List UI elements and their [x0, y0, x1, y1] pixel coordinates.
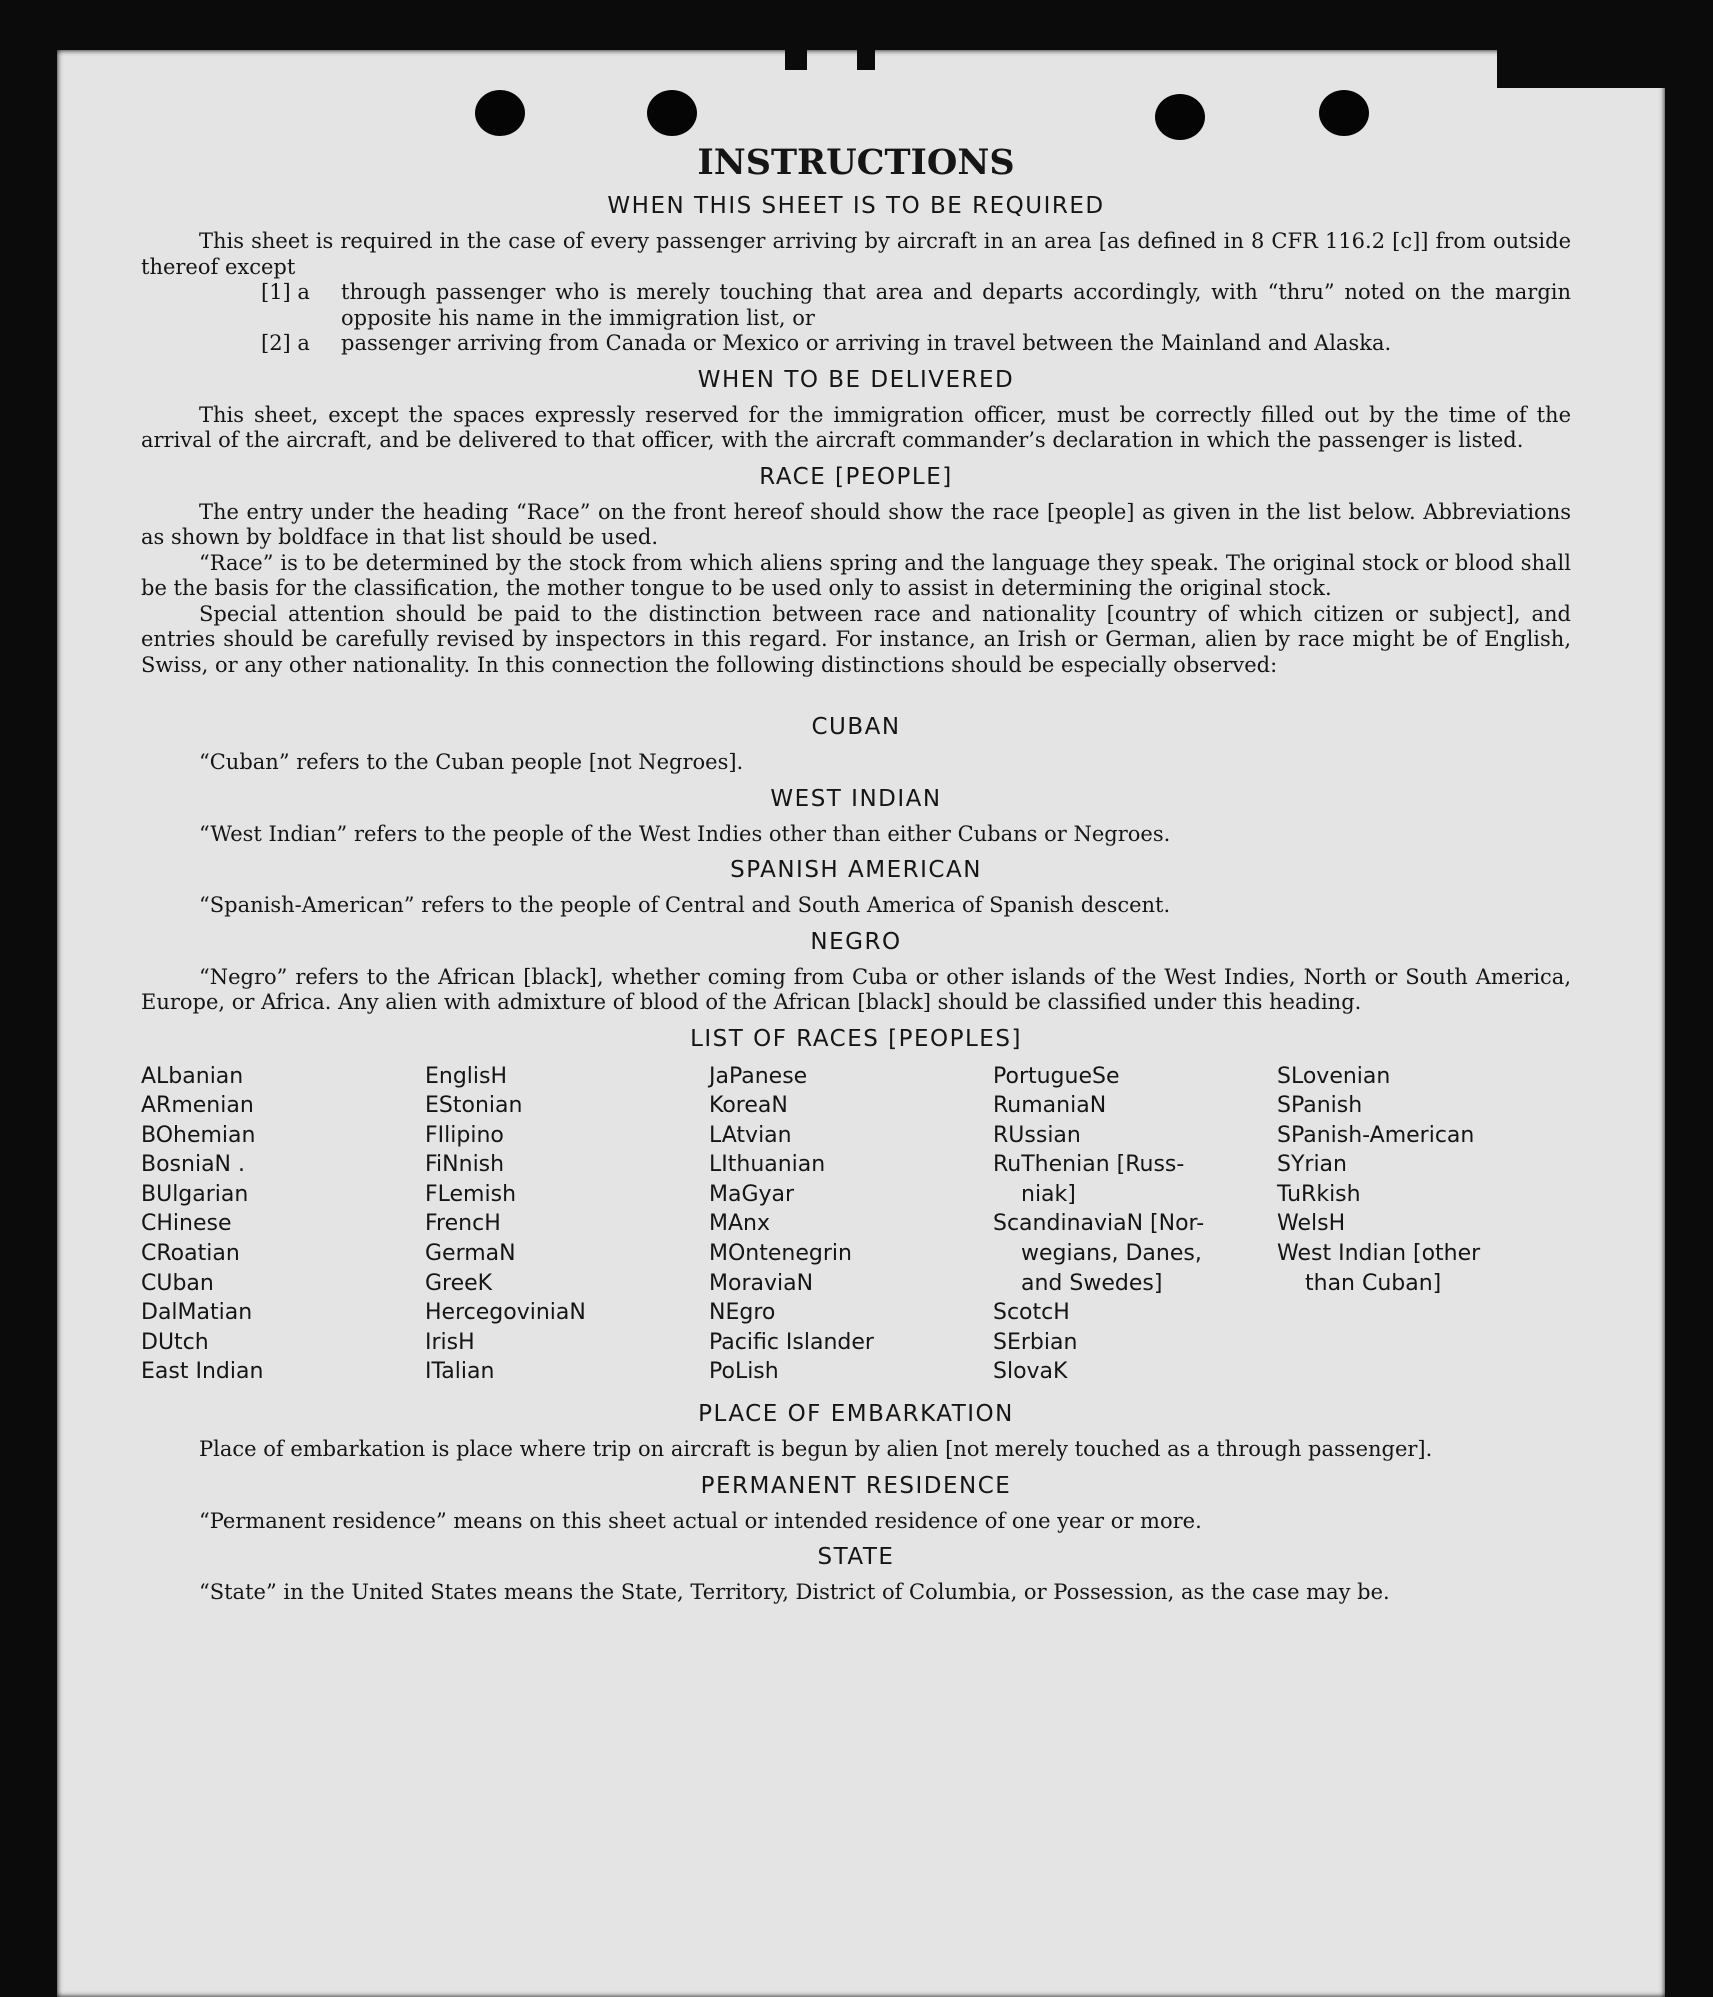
race-entry: EStonian: [425, 1093, 523, 1119]
punch-hole: [1155, 94, 1205, 140]
race-entry: WelsH: [1277, 1211, 1346, 1237]
state-text: “State” in the United States means the State, Territory, District of Columbia, or Possession, as the case may be.: [199, 1580, 1390, 1605]
race-entry: DUtch: [141, 1329, 209, 1355]
race-entry: MoraviaN: [709, 1270, 814, 1296]
race-entry: FiNnish: [425, 1152, 505, 1178]
race-entry: LIthuanian: [709, 1152, 826, 1178]
section-heading-race: RACE [PEOPLE]: [759, 463, 953, 490]
race-entry: IrisH: [425, 1329, 475, 1355]
races-column-3: [709, 1062, 993, 1388]
torn-corner: [1497, 50, 1665, 88]
race-entry: GermaN: [425, 1241, 516, 1267]
embarkation-text: Place of embarkation is place where trip on aircraft is begun by alien [not merely touched as a through passenger].: [199, 1437, 1433, 1462]
race-entry: SLovenian: [1277, 1063, 1391, 1089]
race-entry: ScotcH: [993, 1300, 1070, 1326]
race-entry: than Cuban]: [1305, 1270, 1442, 1296]
race-entry: FLemish: [425, 1181, 517, 1207]
race-entry: SPanish: [1277, 1093, 1363, 1119]
race-entry: and Swedes]: [1021, 1270, 1163, 1296]
delivered-text: This sheet, except the spaces expressly reserved for the immigration officer, must be correctly filled out by the time of the arrival of the aircraft, and be delivered to that officer, with the aircraft commander’s declaration in which the passenger is listed.: [141, 402, 1571, 452]
races-column-2: [425, 1062, 709, 1388]
race-entry: ALbanian: [141, 1063, 244, 1089]
race-entry: CHinese: [141, 1211, 232, 1237]
race-entry: niak]: [1021, 1181, 1076, 1207]
race-entry: MaGyar: [709, 1181, 795, 1207]
cuban-text: “Cuban” refers to the Cuban people [not Negroes].: [199, 750, 744, 774]
race-entry: ARmenian: [141, 1093, 254, 1119]
race-entry: CRoatian: [141, 1241, 240, 1267]
required-intro: This sheet is required in the case of every passenger arriving by aircraft in an area [as defined in 8 CFR 116.2 [c]] from outside thereof except: [141, 229, 1571, 279]
binding-mark: [857, 50, 875, 70]
race-entry: FrencH: [425, 1211, 501, 1237]
races-column-5: [1277, 1062, 1561, 1388]
races-list: [141, 1062, 1571, 1388]
section-heading-embarkation: PLACE OF EMBARKATION: [698, 1401, 1014, 1428]
race-entry: HercegoviniaN: [425, 1300, 586, 1326]
race-paragraph-2: “Race” is to be determined by the stock from which aliens spring and the language they speak. The original stock or blood shall be the basis for the classification, the mother tongue to be used only to assist in determining the original stock.: [141, 550, 1571, 600]
instructions-content: [141, 142, 1571, 1606]
race-entry: DalMatian: [141, 1300, 253, 1326]
race-entry: TuRkish: [1277, 1181, 1361, 1207]
race-entry: SlovaK: [993, 1359, 1068, 1385]
race-entry: JaPanese: [709, 1063, 808, 1089]
race-entry: NEgro: [709, 1300, 776, 1326]
race-entry: GreeK: [425, 1270, 493, 1296]
section-heading-cuban: CUBAN: [811, 714, 901, 740]
list-item: [1] a through passenger who is merely touching that area and departs accordingly, with “thru” noted on the margin opposite his name in the immigration list, or: [261, 280, 1571, 330]
race-entry: SPanish-American: [1277, 1122, 1475, 1148]
race-entry: PortugueSe: [993, 1063, 1120, 1089]
race-entry: ScandinaviaN [Nor-: [993, 1211, 1205, 1237]
exception-list: [261, 280, 1571, 357]
race-entry: SErbian: [993, 1329, 1078, 1355]
list-item: [2] a passenger arriving from Canada or Mexico or arriving in travel between the Mainland and Alaska.: [261, 331, 1392, 355]
race-entry: MOntenegrin: [709, 1241, 852, 1267]
race-entry: RuThenian [Russ-: [993, 1152, 1185, 1178]
section-heading-spanish-american: SPANISH AMERICAN: [730, 857, 982, 883]
race-entry: KoreaN: [709, 1093, 788, 1119]
race-entry: Pacific Islander: [709, 1329, 874, 1355]
race-entry: RumaniaN: [993, 1093, 1107, 1119]
race-entry: CUban: [141, 1270, 214, 1296]
negro-text: “Negro” refers to the African [black], whether coming from Cuba or other islands of the West Indies, North or South America, Europe, or Africa. Any alien with admixture of blood of the African [black] should be classified under this heading.: [141, 964, 1571, 1014]
spanish-american-text: “Spanish-American” refers to the people of Central and South America of Spanish descent.: [199, 893, 1171, 917]
west-indian-text: “West Indian” refers to the people of the West Indies other than either Cubans or Negroes.: [199, 821, 1171, 846]
binding-mark: [785, 50, 807, 70]
race-entry: RUssian: [993, 1122, 1081, 1148]
section-heading-negro: NEGRO: [810, 928, 902, 955]
document-sheet: [57, 50, 1665, 1997]
race-entry: SYrian: [1277, 1152, 1347, 1178]
punch-hole: [647, 90, 697, 136]
race-entry: East Indian: [141, 1359, 264, 1385]
punch-hole: [1319, 90, 1369, 136]
race-entry: West Indian [other: [1277, 1241, 1481, 1267]
race-entry: LAtvian: [709, 1122, 792, 1148]
race-paragraph-3: Special attention should be paid to the distinction between race and nationality [country of which citizen or subject], and entries should be carefully revised by inspectors in this regard. For instance, an Irish or German, alien by race might be of English, Swiss, or any other nationality. In this connection the following distinctions should be especially observed:: [141, 601, 1571, 677]
race-entry: BosniaN .: [141, 1152, 245, 1178]
section-heading-delivered: WHEN TO BE DELIVERED: [697, 366, 1015, 393]
section-heading-residence: PERMANENT RESIDENCE: [700, 1472, 1012, 1499]
races-column-1: [141, 1062, 425, 1388]
race-entry: BOhemian: [141, 1122, 256, 1148]
race-entry: wegians, Danes,: [1021, 1241, 1202, 1267]
race-entry: BUlgarian: [141, 1181, 249, 1207]
section-heading-required: WHEN THIS SHEET IS TO BE REQUIRED: [607, 193, 1105, 219]
page-title: INSTRUCTIONS: [697, 142, 1015, 183]
race-paragraph-1: The entry under the heading “Race” on the front hereof should show the race [people] as given in the list below. Abbreviations as shown by boldface in that list should be used.: [141, 499, 1571, 549]
race-entry: MAnx: [709, 1211, 770, 1237]
section-heading-state: STATE: [817, 1544, 895, 1571]
section-heading-west-indian: WEST INDIAN: [770, 785, 942, 812]
residence-text: “Permanent residence” means on this sheet actual or intended residence of one year or more.: [199, 1508, 1202, 1533]
races-column-4: [993, 1062, 1277, 1388]
punch-hole: [475, 90, 525, 136]
section-heading-list-of-races: LIST OF RACES [PEOPLES]: [690, 1025, 1022, 1052]
race-entry: ITalian: [425, 1359, 495, 1385]
race-entry: FIlipino: [425, 1122, 504, 1148]
race-entry: EnglisH: [425, 1063, 508, 1089]
race-entry: PoLish: [709, 1359, 779, 1385]
